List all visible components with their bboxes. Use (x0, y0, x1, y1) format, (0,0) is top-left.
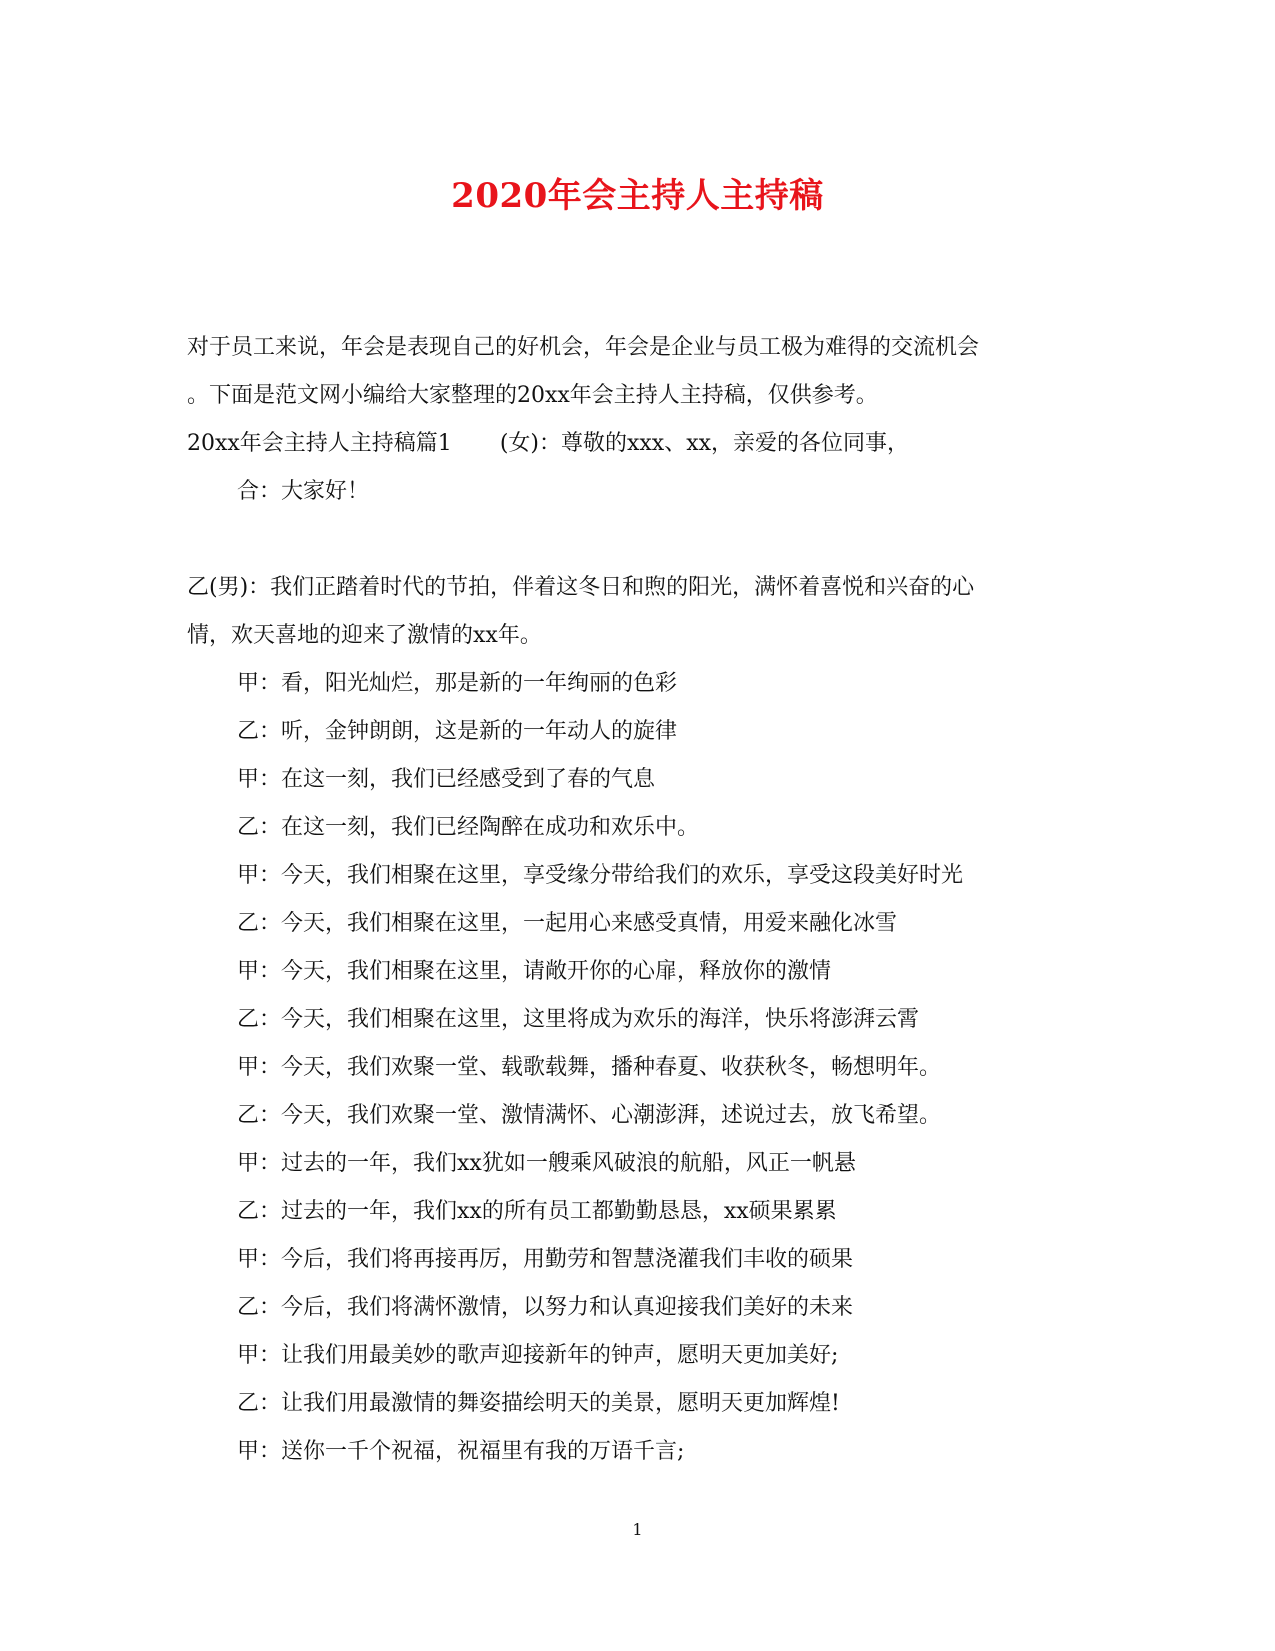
dialogue-line: 乙：让我们用最激情的舞姿描绘明天的美景，愿明天更加辉煌! (237, 1391, 840, 1416)
section-heading: 20xx年会主持人主持稿篇1 (187, 431, 452, 456)
dialogue-line: 乙：在这一刻，我们已经陶醉在成功和欢乐中。 (237, 815, 700, 840)
intro-paragraph-line-2: 。下面是范文网小编给大家整理的20xx年会主持人主持稿，仅供参考。 (187, 383, 878, 408)
male-speaker-line-1: 乙(男)：我们正踏着时代的节拍，伴着这冬日和煦的阳光，满怀着喜悦和兴奋的心 (187, 575, 975, 600)
dialogue-line: 甲：看，阳光灿烂，那是新的一年绚丽的色彩 (237, 671, 678, 696)
dialogue-line: 乙：今天，我们相聚在这里，一起用心来感受真情，用爱来融化冰雪 (237, 911, 898, 936)
section-first-line: (女)：尊敬的xxx、xx，亲爱的各位同事， (499, 431, 910, 456)
dialogue-line: 甲：今天，我们相聚在这里，享受缘分带给我们的欢乐，享受这段美好时光 (237, 863, 964, 888)
greeting-line: 合：大家好！ (237, 479, 370, 504)
paragraph-gap (187, 516, 1092, 564)
dialogue-line: 乙：听，金钟朗朗，这是新的一年动人的旋律 (237, 719, 678, 744)
intro-paragraph-line-1: 对于员工来说，年会是表现自己的好机会，年会是企业与员工极为难得的交流机会 (187, 335, 980, 360)
dialogue-line: 甲：在这一刻，我们已经感受到了春的气息 (237, 767, 656, 792)
male-speaker-line-2: 情，欢天喜地的迎来了激情的xx年。 (187, 623, 542, 648)
dialogue-line: 乙：过去的一年，我们xx的所有员工都勤勤恳恳，xx硕果累累 (237, 1199, 837, 1224)
dialogue-line: 甲：让我们用最美妙的歌声迎接新年的钟声，愿明天更加美好; (237, 1343, 839, 1368)
dialogue-line: 乙：今后，我们将满怀激情，以努力和认真迎接我们美好的未来 (237, 1295, 854, 1320)
dialogue-line: 乙：今天，我们相聚在这里，这里将成为欢乐的海洋，快乐将澎湃云霄 (237, 1007, 920, 1032)
dialogue-line: 甲：今天，我们相聚在这里，请敞开你的心扉，释放你的激情 (237, 959, 832, 984)
dialogue-line: 甲：过去的一年，我们xx犹如一艘乘风破浪的航船，风正一帆悬 (237, 1151, 856, 1176)
document-body (187, 324, 1092, 1476)
dialogue-line: 甲：送你一千个祝福，祝福里有我的万语千言; (237, 1439, 685, 1464)
dialogue-line: 甲：今后，我们将再接再厉，用勤劳和智慧浇灌我们丰收的硕果 (237, 1247, 854, 1272)
dialogue-line: 乙：今天，我们欢聚一堂、激情满怀、心潮澎湃，述说过去，放飞希望。 (237, 1103, 942, 1128)
section-heading-line (187, 420, 1092, 468)
page-title: 2020年会主持人主持稿 (451, 176, 824, 216)
page-number: 1 (632, 1520, 643, 1539)
dialogue-line: 甲：今天，我们欢聚一堂、载歌载舞，播种春夏、收获秋冬，畅想明年。 (237, 1055, 942, 1080)
